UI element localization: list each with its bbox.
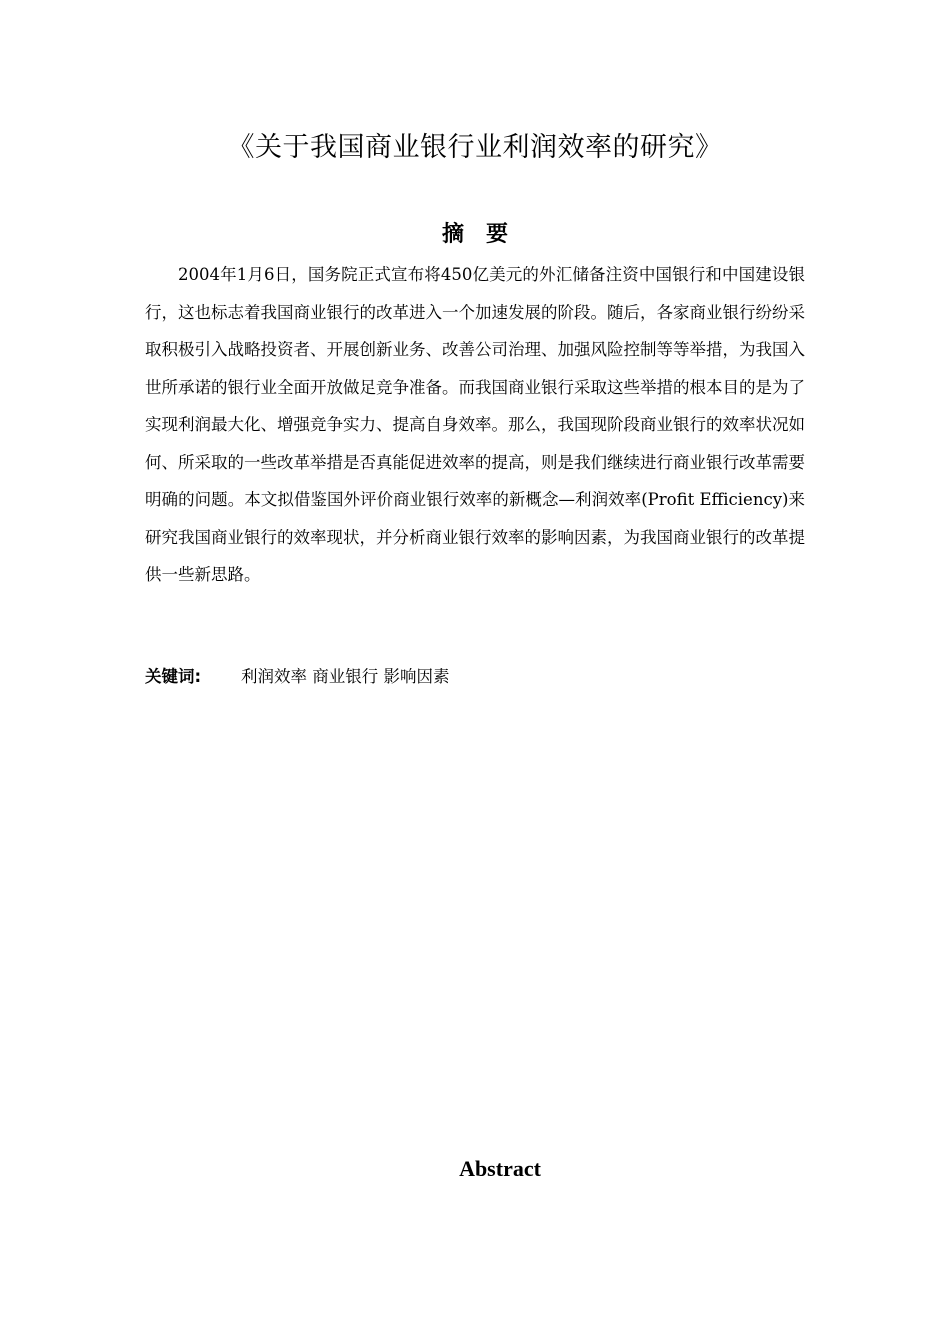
keywords-list: 利润效率 商业银行 影响因素 bbox=[241, 667, 450, 686]
abstract-heading: 摘要 bbox=[441, 222, 530, 247]
english-abstract-heading: Abstract bbox=[459, 1156, 541, 1181]
document-title: 《关于我国商业银行业利润效率的研究》 bbox=[227, 132, 723, 163]
keywords-label: 关键词: bbox=[145, 667, 202, 686]
keywords-line bbox=[145, 660, 805, 694]
abstract-body: 2004年1月6日，国务院正式宣布将450亿美元的外汇储备注资中国银行和中国建设银行，这也标志着我国商业银行的改革进入一个加速发展的阶段。随后，各家商业银行纷纷采取积极引入战略投资者、开展创新业务、改善公司治理、加强风险控制等等举措，为我国入世所承诺的银行业全面开放做足竞争准备。而我国商业银行采取这些举措的根本目的是为了实现利润最大化、增强竞争实力、提高自身效率。那么，我国现阶段商业银行的效率状况如何、所采取的一些改革举措是否真能促进效率的提高，则是我们继续进行商业银行改革需要明确的问题。本文拟借鉴国外评价商业银行效率的新概念—利润效率(Profit Efficiency)来研究我国商业银行的效率现状，并分析商业银行效率的影响因素，为我国商业银行的改革提供一些新思路。 bbox=[145, 265, 805, 584]
